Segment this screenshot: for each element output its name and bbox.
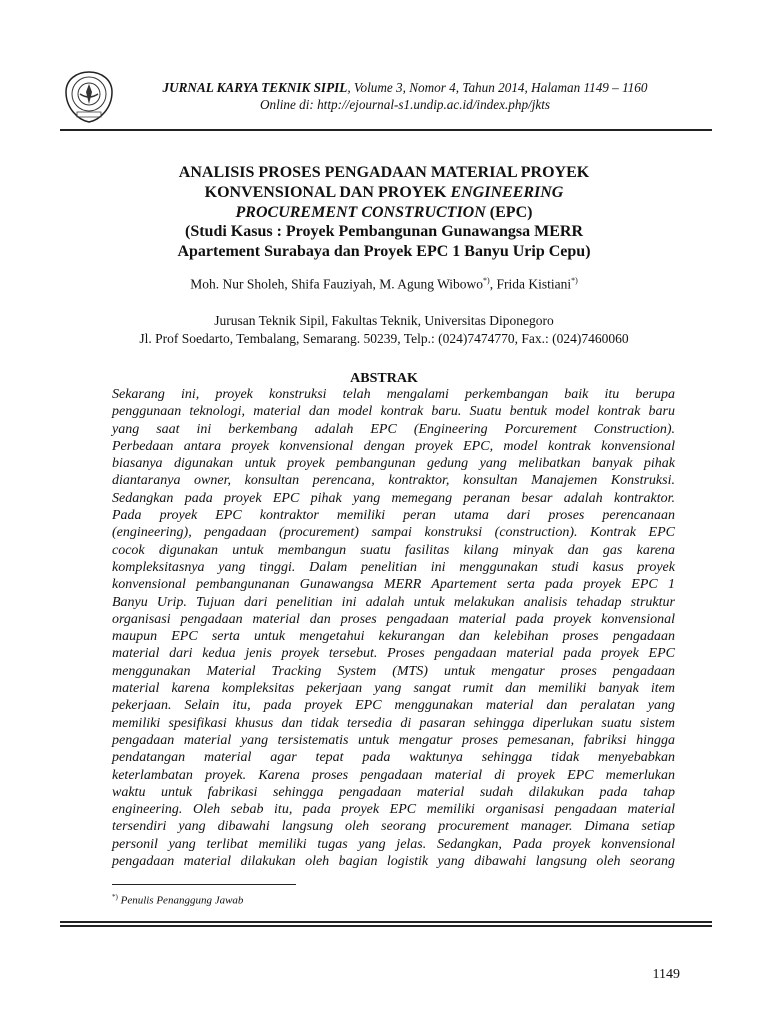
abstract-line: material dari kedua jenis proyek tersebut. Proses pengadaan material pada proyek EPC [112,646,675,662]
title-line [90,183,678,203]
abstract-line: Sedangkan pada proyek EPC pihak yang memegang peranan besar adalah kontraktor. [112,490,675,506]
abstract-line: yang saat ini berkembang adalah EPC (Engineering Porcurement Construction). [112,421,675,437]
footnote-text: Penulis Penanggung Jawab [117,894,244,907]
footnote-divider [112,884,296,885]
title-line: (Studi Kasus : Proyek Pembangunan Gunawangsa MERR [184,223,583,241]
footnote-mark: *) [112,893,118,901]
abstract-body [112,386,675,870]
title-line: ANALISIS PROSES PENGADAAN MATERIAL PROYEK [178,164,590,181]
abstract-heading: ABSTRAK [350,371,418,386]
paper-title [90,163,678,262]
page-number: 1149 [652,967,680,982]
abstract-line: pengadaan material dilakukan oleh bagian logistik yang dibawahi langsung oleh seorang [112,854,675,870]
abstract-line: tersendiri yang dibawahi langsung oleh seorang procurement manager. Dimana setiap [112,819,675,835]
journal-details: , Volume 3, Nomor 4, Tahun 2014, Halaman 1149 – 1160 [347,80,648,95]
abstract-line: organisasi pengadaan material dan proses pengadaan material pada proyek konvensional [112,611,675,627]
title-text: KONVENSIONAL DAN PROYEK [204,183,451,201]
journal-online-url: Online di: http://ejournal-s1.undip.ac.id/index.php/jkts [259,96,551,112]
journal-name: JURNAL KARYA TEKNIK SIPIL [162,80,348,95]
title-text-italic: PROCUREMENT CONSTRUCTION [235,203,486,221]
title-text: (EPC) [485,203,533,221]
abstract-line: Banyu Urip. Tujuan dari penelitian ini adalah untuk melakukan analisis tehadap struktur [112,594,675,610]
affiliation [70,312,698,347]
abstract-line: waktu untuk fabrikasi sehingga pengadaan material sudah dilakukan pada tahap [112,784,675,800]
abstract-line: pengadaan material yang tersistematis untuk mengatur proses pemesanan, fabriksi hingga [112,732,675,748]
abstract-line: cocok digunakan untuk membangun suatu fasilitas kilang minyak dan gas karena [112,542,675,558]
affiliation-address: Jl. Prof Soedarto, Tembalang, Semarang. 50239, Telp.: (024)7474770, Fax.: (024)7460060 [139,330,629,346]
footnote-mark: *) [483,276,490,285]
footnote-mark: *) [571,276,578,285]
abstract-line: konvensional pembangunanan Gunawangsa MERR Apartement serta pada proyek EPC 1 [112,577,675,593]
abstract-line: material karena kompleksitas pekerjaan yang sangat rumit dan memiliki banyak item [112,681,675,697]
footnote [112,893,243,907]
title-line: Apartement Surabaya dan Proyek EPC 1 Banyu Urip Cepu) [177,243,591,261]
author-names: Moh. Nur Sholeh, Shifa Fauziyah, M. Agung Wibowo [190,276,484,292]
abstract-line: pendatangan material agar tepat pada waktunya sehingga tidak menyebabkan [112,750,675,766]
abstract-line: diantaranya owner, konsultan perencana, kontraktor, konsultan Manajemen Konstruksi. [112,473,675,489]
abstract-line: memiliki spesifikasi khusus dan tidak tersedia di pasaran sehingga diperlukan suatu sistem [112,715,675,731]
abstract-line: menggunakan Material Tracking System (MTS) untuk mengatur proses pengadaan [112,663,675,679]
abstract-line: maupun EPC serta untuk mengetahui kekurangan dan kelebihan proses pengadaan [112,629,675,645]
abstract-line: engineering. Oleh sebab itu, pada proyek EPC memiliki organisasi pengadaan material [112,802,675,818]
footer-divider [60,921,712,923]
header-divider [60,129,712,131]
abstract-line: biasanya digunakan untuk proyek pembangunan gedung yang melibatkan banyak pihak [112,456,675,472]
abstract-line: keterlambatan proyek. Karena proses pengadaan material di proyek EPC memerlukan [112,767,675,783]
abstract-line: kompleksitasnya yang tinggi. Dalam penelitian ini menggunakan studi kasus proyek [112,559,675,575]
affiliation-line: Jurusan Teknik Sipil, Fakultas Teknik, Universitas Diponegoro [214,313,554,328]
title-text-italic: ENGINEERING [450,183,564,201]
abstract-line: Perbedaan antara proyek konvensional dengan proyek EPC, model kontrak konvensional [112,438,675,454]
abstract-line: pekerjaan. Selain itu, pada proyek EPC menggunakan material dan peralatan yang [112,698,675,714]
abstract-line: personil yang terlibat memiliki tugas yang jelas. Sedangkan, Pada proyek konvensional [112,836,675,852]
university-logo [62,70,116,124]
author-names: , Frida Kistiani [489,276,572,292]
authors [90,276,678,293]
abstract-line: Pada proyek EPC kontraktor memiliki peran utama dari proses perencanaan [112,508,675,524]
abstract-line: penggunaan teknologi, material dan model kontrak baru. Suatu bentuk model kontrak baru [112,404,675,420]
title-line [90,203,678,223]
abstract-line: (engineering), pengadaan (procurement) sampai konstruksi (construction). Kontrak EPC [112,525,675,541]
journal-header [120,80,690,113]
abstract-line: Sekarang ini, proyek konstruksi telah mengalami perkembangan baik itu berupa [112,387,675,402]
footer-divider [60,925,712,927]
